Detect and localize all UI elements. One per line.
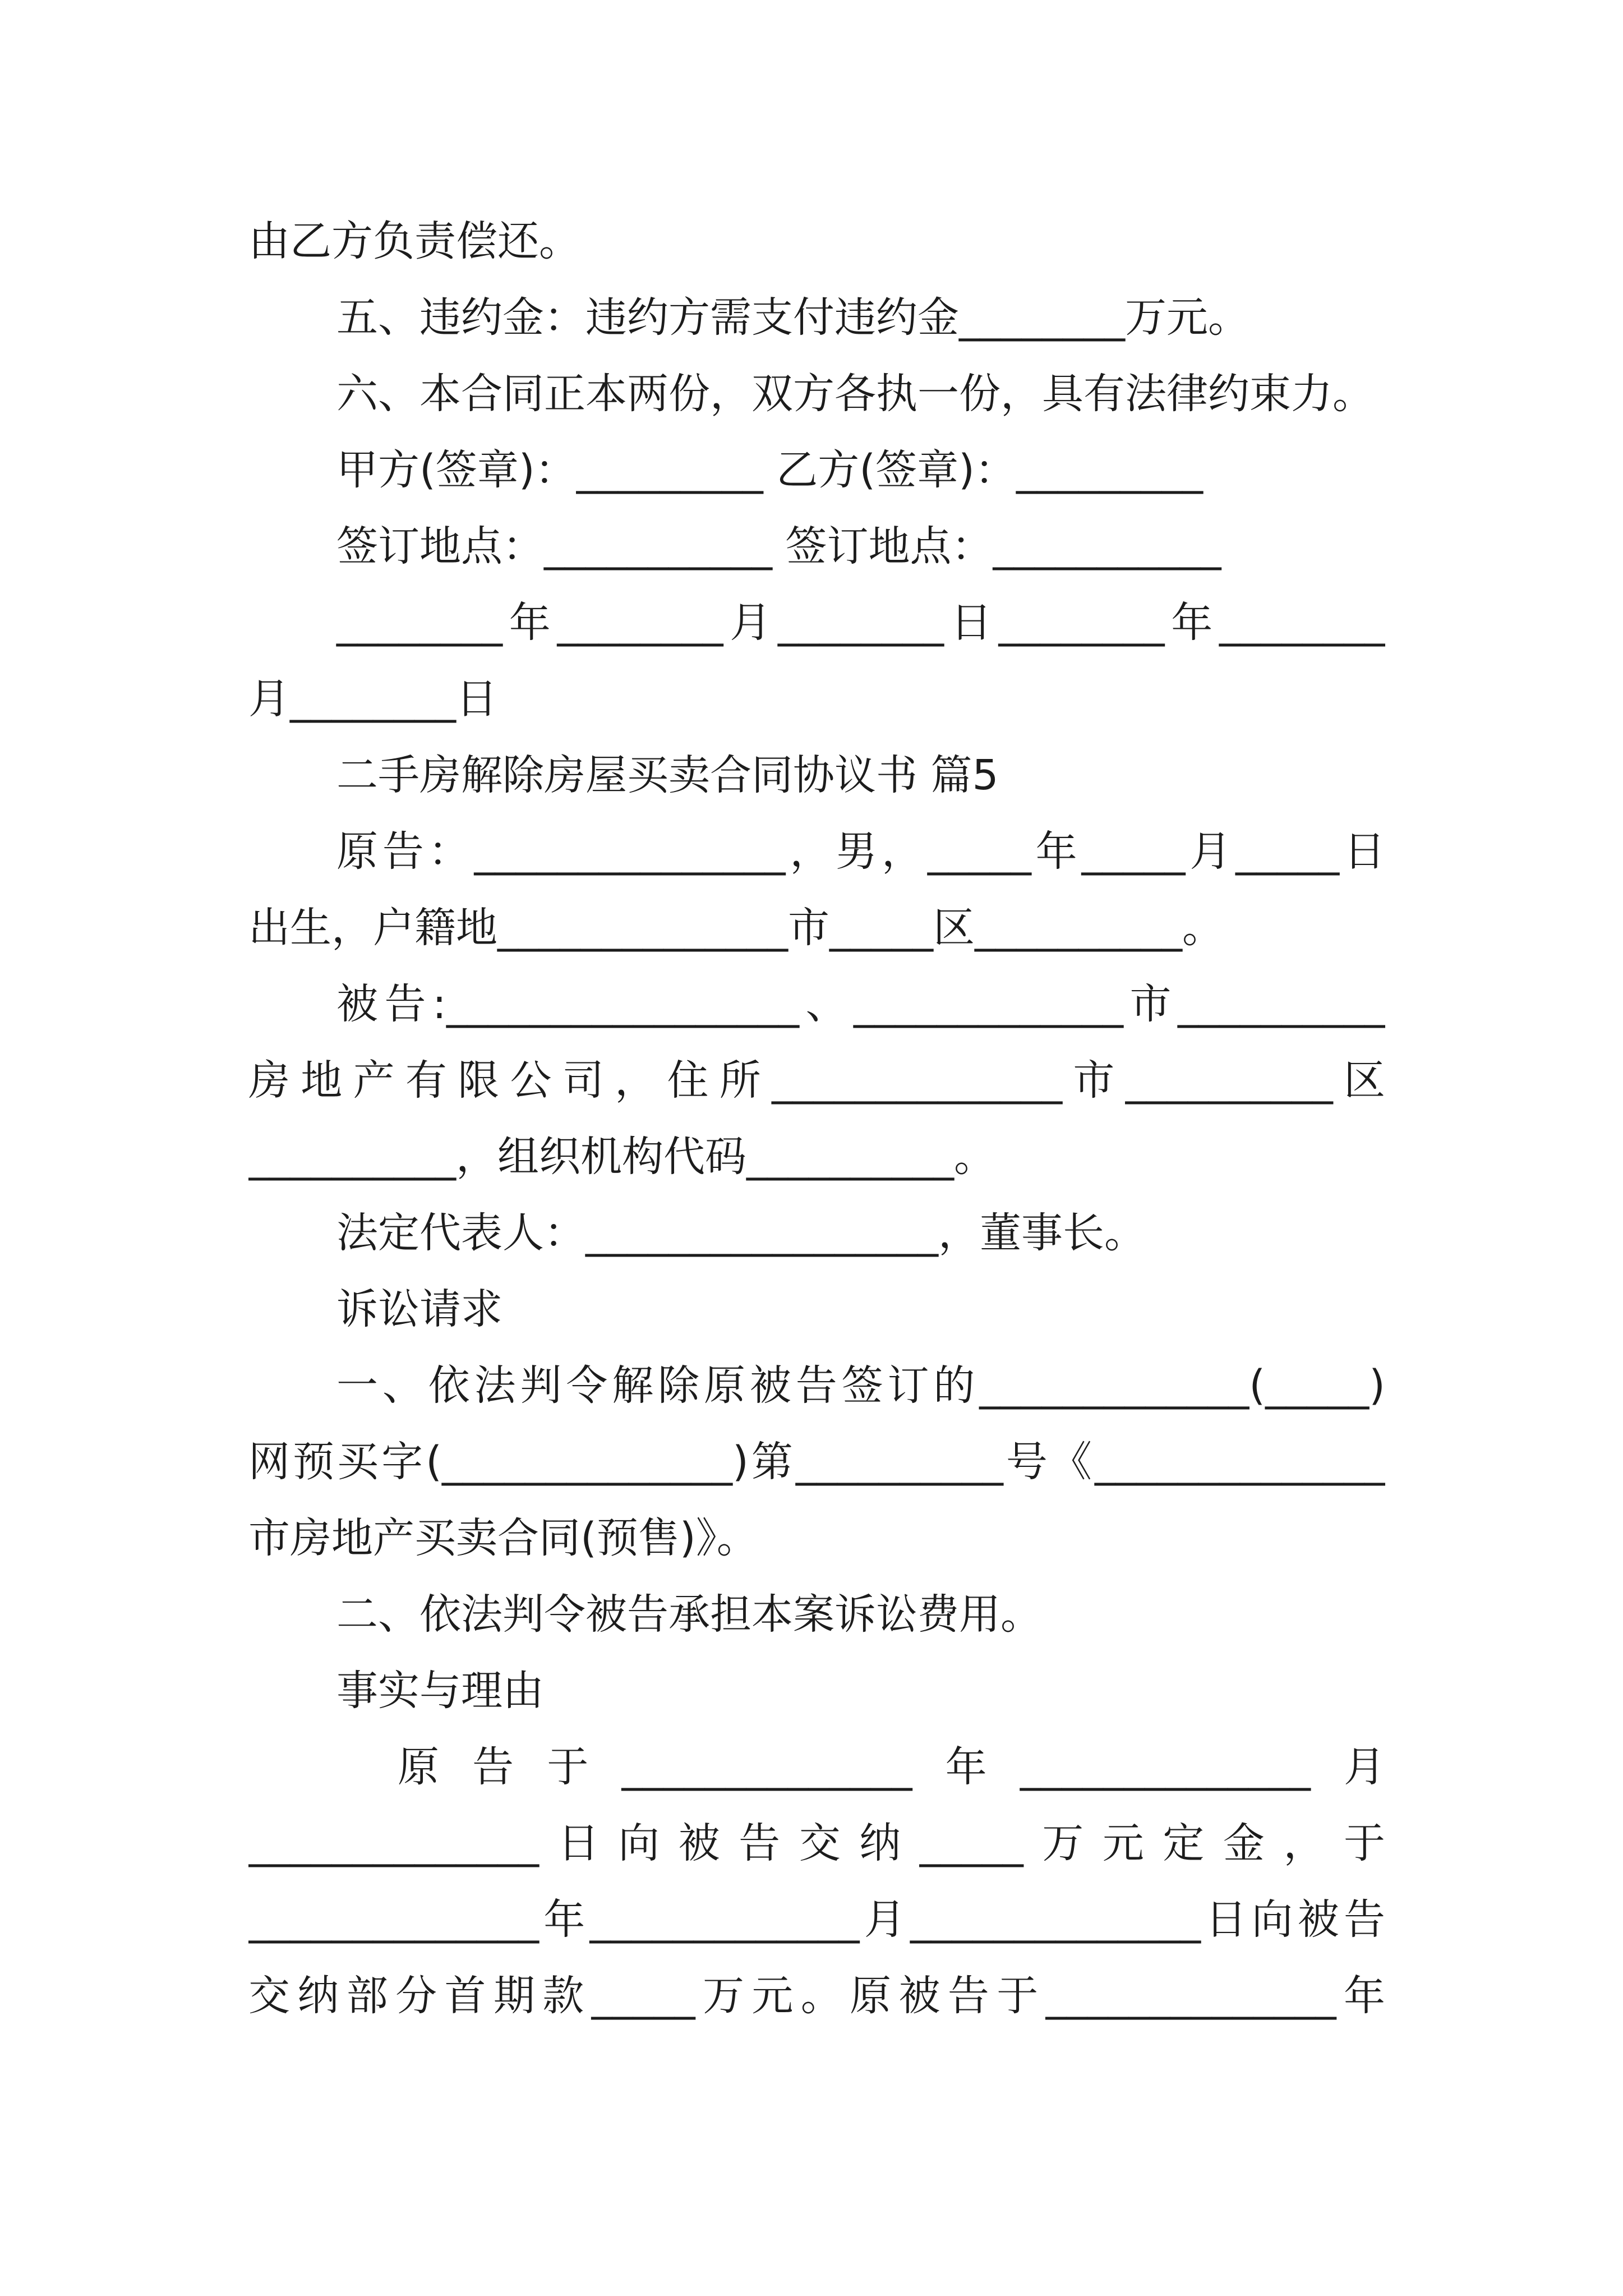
plaintiff-line: 原告：_______________，男，_____年_____月_____日 [336, 827, 1385, 876]
facts-line: ______________年_____________月______________日向被告 [248, 1895, 1385, 1944]
defendant-line: 房地产有限公司，住所______________市__________区 [248, 1056, 1385, 1105]
claim-line: 一、依法判令解除原被告签订的_____________(_____) [336, 1361, 1385, 1410]
facts-line: 交纳部分首期款_____万元。原被告于______________年 [248, 1972, 1385, 2020]
claims-heading: 诉讼请求 [336, 1285, 502, 1333]
legal-representative-line: 法定代表人：_________________，董事长。 [336, 1209, 1146, 1257]
facts-heading: 事实与理由 [336, 1667, 544, 1715]
document-line: 六、本合同正本两份，双方各执一份，具有法律约束力。 [336, 370, 1374, 418]
facts-line: ______________日向被告交纳_____万元定金，于 [248, 1819, 1385, 1867]
claim-line: 二、依法判令被告承担本案诉讼费用。 [336, 1590, 1042, 1639]
signing-place-line: 签订地点：___________ 签订地点：___________ [336, 522, 1221, 570]
date-line: ________年________月________日________年________ [336, 599, 1385, 647]
claim-line: 网预买字(______________)第__________号《______________ [248, 1438, 1385, 1486]
document-line: 由乙方负责偿还。 [248, 217, 580, 265]
section-heading: 二手房解除房屋买卖合同协议书 篇5 [336, 751, 999, 799]
defendant-line: __________，组织机构代码__________。 [248, 1133, 995, 1181]
defendant-line: 被告:_________________、_____________市__________ [336, 980, 1385, 1028]
plaintiff-line: 出生，户籍地______________市_____区__________。 [248, 904, 1224, 952]
document-body [248, 203, 1385, 2034]
document-line: 五、违约金：违约方需支付违约金________万元。 [336, 293, 1249, 342]
signature-line: 甲方(签章)：_________ 乙方(签章)：_________ [336, 446, 1204, 494]
facts-line: 原告于______________年______________月 [398, 1743, 1385, 1791]
date-line: 月________日 [248, 675, 497, 723]
claim-line: 市房地产买卖合同(预售)》。 [248, 1514, 758, 1562]
